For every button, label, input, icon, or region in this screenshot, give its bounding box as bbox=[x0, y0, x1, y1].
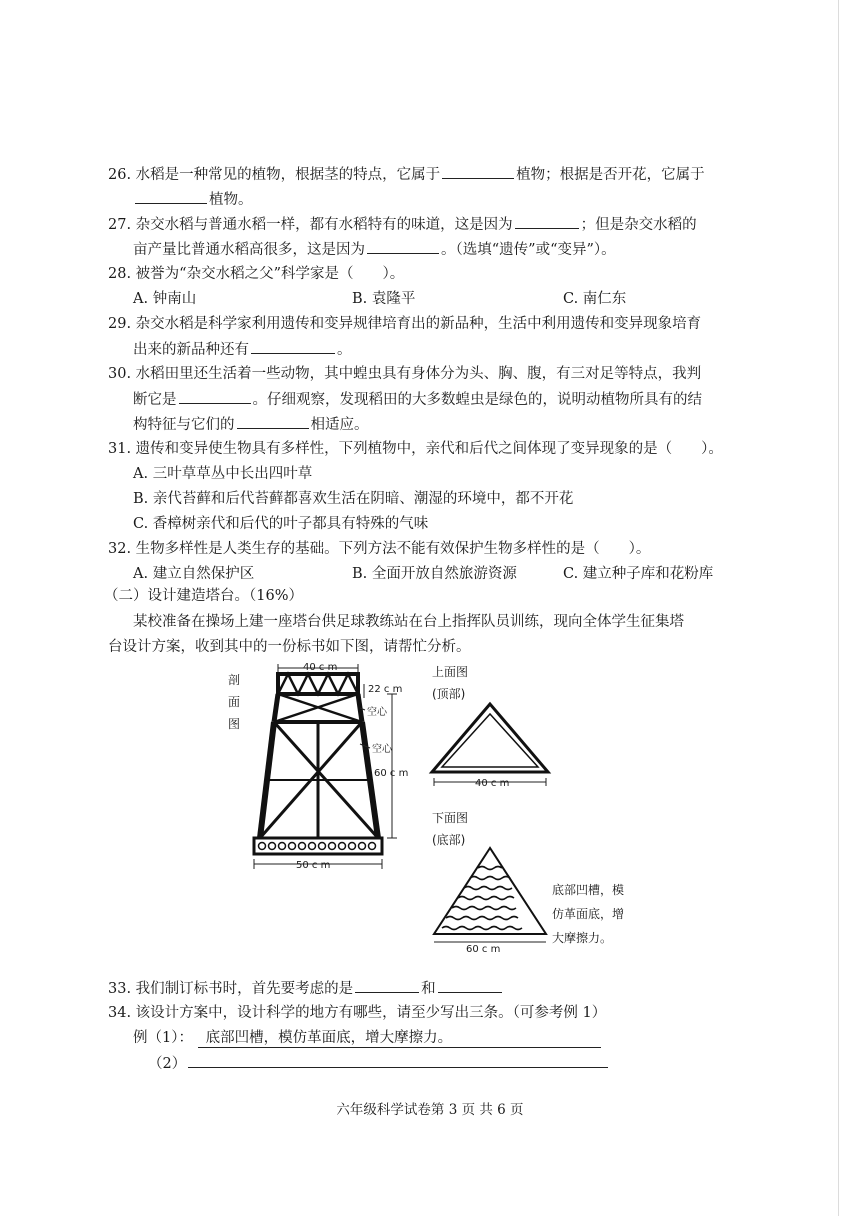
question-33 bbox=[108, 978, 504, 999]
bottom-view-width-label: 60 c m bbox=[466, 944, 501, 955]
section-label-char: 剖 bbox=[228, 673, 241, 687]
tower-section-diagram bbox=[240, 660, 440, 875]
question-30-line-2 bbox=[133, 389, 702, 410]
question-32-stem: 32. 生物多样性是人类生存的基础。下列方法不能有效保护生物多样性的是（ ）。 bbox=[108, 541, 651, 557]
option-c[interactable]: C. 建立种子库和花粉库 bbox=[563, 566, 714, 582]
bottom-width-label: 50 c m bbox=[296, 860, 331, 871]
question-text: 27. 杂交水稻与普通水稻一样，都有水稻特有的味道，这是因为 bbox=[108, 217, 513, 233]
answer-blank[interactable] bbox=[135, 189, 207, 204]
question-text: 26. 水稻是一种常见的植物，根据茎的特点，它属于 bbox=[108, 167, 441, 183]
section-label-char: 图 bbox=[228, 717, 241, 731]
answer-blank[interactable] bbox=[367, 239, 439, 254]
question-26-line-1 bbox=[108, 164, 705, 185]
height-label: 60 c m bbox=[374, 768, 409, 779]
option-c[interactable]: C. 南仁东 bbox=[563, 291, 627, 307]
answer-blank[interactable] bbox=[188, 1053, 608, 1068]
bottom-note-line: 大摩擦力。 bbox=[552, 931, 613, 945]
question-text: 植物；根据是否开花，它属于 bbox=[516, 167, 705, 183]
question-28-stem: 28. 被誉为“杂交水稻之父”科学家是（ ）。 bbox=[108, 266, 405, 282]
page-footer: 六年级科学试卷第 3 页 共 6 页 bbox=[336, 1102, 524, 1118]
answer-blank[interactable] bbox=[251, 339, 335, 354]
question-text: 。仔细观察，发现稻田的大多数蝗虫是绿色的，说明动植物所具有的结 bbox=[252, 392, 702, 408]
question-text: 出来的新品种还有 bbox=[133, 342, 249, 358]
question-text: ；但是杂交水稻的 bbox=[580, 217, 697, 233]
question-text: 相适应。 bbox=[310, 417, 369, 433]
question-27-line-2 bbox=[133, 239, 616, 260]
bottom-note-line: 底部凹槽，模 bbox=[552, 883, 625, 897]
section-heading: （二）设计建造塔台。（16%） bbox=[104, 588, 303, 604]
question-text: 构特征与它们的 bbox=[133, 417, 235, 433]
option-a[interactable]: A. 钟南山 bbox=[133, 291, 197, 307]
answer-blank[interactable] bbox=[237, 414, 309, 429]
scan-edge bbox=[838, 0, 839, 1216]
top-view-width-label: 40 c m bbox=[475, 778, 510, 789]
question-text: 和 bbox=[421, 981, 436, 997]
top-view-subtitle: (顶部) bbox=[432, 687, 466, 701]
answer-blank[interactable] bbox=[438, 978, 502, 993]
example-label: 例（1）： bbox=[133, 1030, 193, 1046]
question-30-line-3 bbox=[133, 414, 369, 435]
question-34-stem: 34. 该设计方案中，设计科学的地方有哪些，请至少写出三条。（可参考例 1） bbox=[108, 1005, 607, 1021]
item-label: （2） bbox=[148, 1056, 187, 1072]
example-answer: 底部凹槽，模仿革面底，增大摩擦力。 bbox=[198, 1029, 601, 1048]
option-c[interactable]: C. 香樟树亲代和后代的叶子都具有特殊的气味 bbox=[133, 516, 429, 532]
hollow-label-2: 空心 bbox=[372, 744, 392, 755]
question-29-line-1: 29. 杂交水稻是科学家利用遗传和变异规律培育出的新品种，生活中利用遗传和变异现象培育 bbox=[108, 316, 702, 332]
answer-blank[interactable] bbox=[355, 978, 419, 993]
option-b[interactable]: B. 全面开放自然旅游资源 bbox=[352, 566, 517, 582]
option-a[interactable]: A. 建立自然保护区 bbox=[133, 566, 255, 582]
question-text: 。（选填“遗传”或“变异”）。 bbox=[441, 242, 616, 258]
question-31-stem: 31. 遗传和变异使生物具有多样性，下列植物中，亲代和后代之间体现了变异现象的是（ ）。 bbox=[108, 441, 723, 457]
answer-blank[interactable] bbox=[442, 164, 514, 179]
question-text: 亩产量比普通水稻高很多，这是因为 bbox=[133, 242, 365, 258]
section-intro-line-1: 某校准备在操场上建一座塔台供足球教练站在台上指挥队员训练，现向全体学生征集塔 bbox=[133, 614, 684, 630]
section-label-char: 面 bbox=[228, 695, 241, 709]
option-a[interactable]: A. 三叶草草丛中长出四叶草 bbox=[133, 466, 313, 482]
answer-blank[interactable] bbox=[179, 389, 251, 404]
bottom-view-triangle bbox=[430, 844, 550, 948]
example-1 bbox=[133, 1028, 601, 1048]
question-29-line-2 bbox=[133, 339, 352, 360]
top-width-label: 40 c m bbox=[303, 662, 338, 673]
question-text: 断它是 bbox=[133, 392, 177, 408]
answer-blank[interactable] bbox=[515, 214, 579, 229]
option-b[interactable]: B. 袁隆平 bbox=[352, 291, 416, 307]
top-view-title: 上面图 bbox=[432, 665, 469, 679]
bottom-view-title: 下面图 bbox=[432, 811, 469, 825]
top-height-label: 22 c m bbox=[368, 684, 403, 695]
bottom-note-line: 仿革面底，增 bbox=[552, 907, 625, 921]
hollow-label-1: 空心 bbox=[367, 707, 387, 718]
bottom-view-subtitle: (底部) bbox=[432, 833, 466, 847]
question-27-line-1 bbox=[108, 214, 697, 235]
question-text: 33. 我们制订标书时，首先要考虑的是 bbox=[108, 981, 354, 997]
answer-2 bbox=[148, 1053, 610, 1074]
question-26-line-2 bbox=[133, 189, 253, 210]
option-b[interactable]: B. 亲代苔藓和后代苔藓都喜欢生活在阴暗、潮湿的环境中，都不开花 bbox=[133, 491, 574, 507]
section-intro-line-2: 台设计方案，收到其中的一份标书如下图，请帮忙分析。 bbox=[108, 639, 471, 655]
question-30-line-1: 30. 水稻田里还生活着一些动物，其中蝗虫具有身体分为头、胸、腹，有三对足等特点，我判 bbox=[108, 366, 702, 382]
question-text: 。 bbox=[337, 342, 352, 358]
question-text: 植物。 bbox=[209, 192, 253, 208]
